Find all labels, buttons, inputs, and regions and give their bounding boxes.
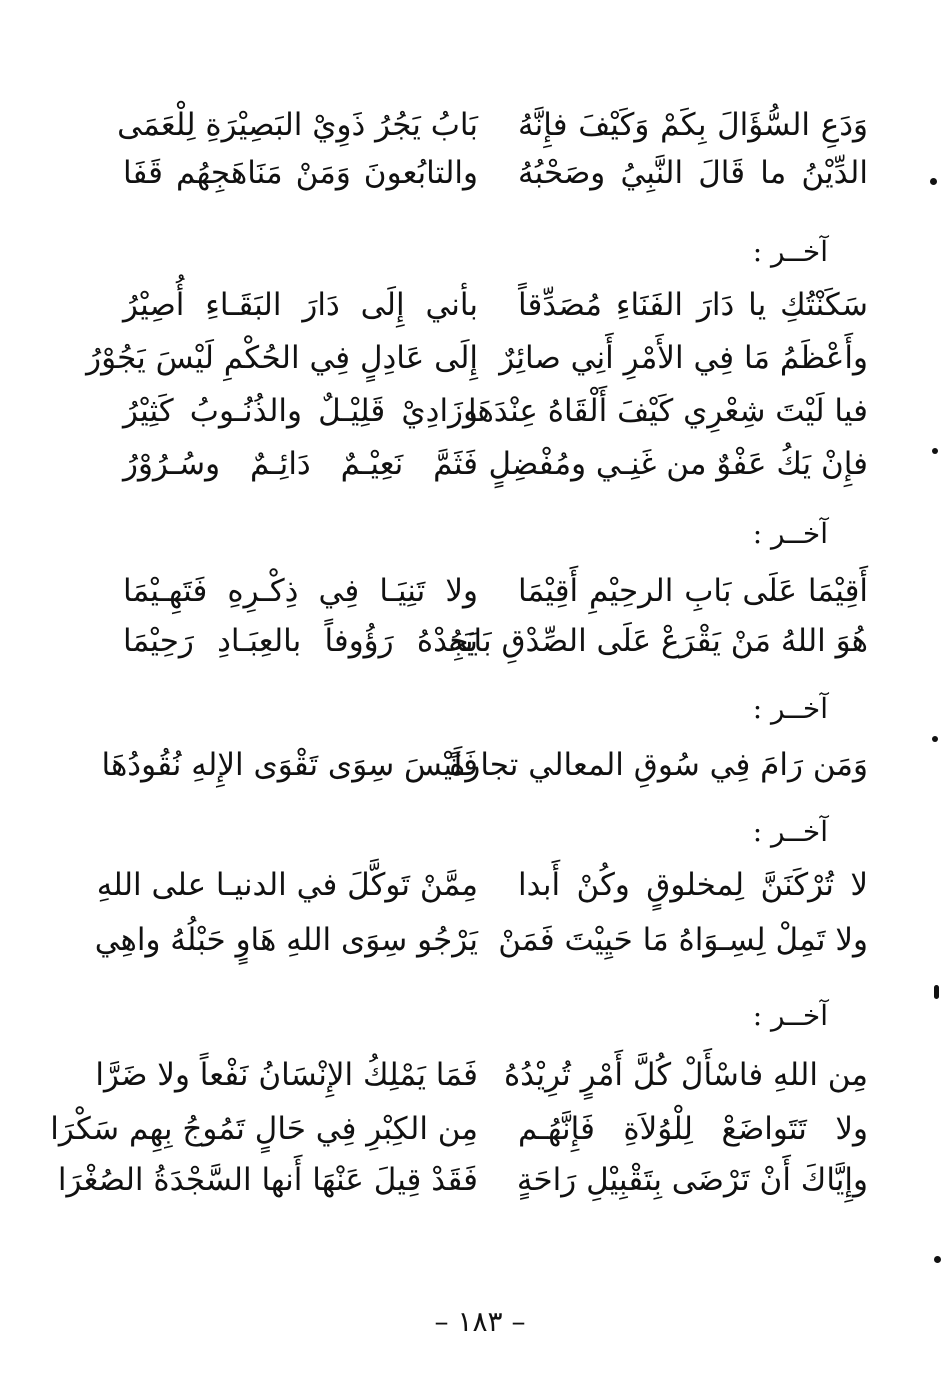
verse-hemistich-first: فيا لَيْتَ شِعْرِي كَيْفَ أَلْقَاهُ عِنْدَهَا [468,393,868,429]
verse-hemistich-second: يَرْجُو سِوَى اللهِ هَاوٍ حَبْلُهُ واهِي [94,922,478,958]
scan-speck [930,178,937,185]
verse-hemistich-second: فَمَا يَمْلِكُ الإِنْسَانُ نَفْعاً ولا ضَرَّا [95,1057,478,1093]
verse-hemistich-first: فإِنْ يَكُ عَفْوٌ من غَنِـي ومُفْضِلٍ [488,446,868,482]
verse-hemistich-second: فَلَيْسَ سِوَى تَقْوَى الإِلهِ نُقُودُهَا [101,747,478,783]
verse-hemistich-first: أَقِيْمَا عَلَى بَابِ الرحِيْمِ أَقِيْمَا [518,573,868,609]
verse-hemistich-second: بَابُ يَجُرُ ذَوِيْ البَصِيْرَةِ لِلْعَمَى [117,107,478,143]
section-header: آخــر : [752,517,828,550]
scan-speck [932,736,938,742]
section-header: آخــر : [752,235,828,268]
scan-speck [932,448,938,454]
verse-hemistich-second: وزَادِيْ قَلِيْـلٌ والذُنُـوبُ كَثِيْرُ [123,393,478,429]
verse-hemistich-first: ولا تَمِلْ لِسِـوَاهُ مَا حَيِيْتَ فَمَنْ [498,922,868,958]
section-header: آخــر : [752,692,828,725]
verse-hemistich-second: إِلَى عَادِلٍ فِي الحُكْمِ لَيْسَ يَجُوْرُ [86,340,478,376]
verse-hemistich-first: وإِيَّاكَ أَنْ تَرْضَى بِتَقْبِيْلِ رَاحَةٍ [516,1162,868,1198]
verse-hemistich-first: الدِّيْنُ ما قَالَ النَّبِيُ وصَحْبُهُ [518,155,868,191]
verse-hemistich-second: مِمَّنْ تَوكَّلَ في الدنيـا على اللهِ [96,867,478,903]
verse-hemistich-second: ولا تَنِيَـا فِي ذِكْـرِهِ فَتَهِـيْمَا [123,573,478,609]
section-header: آخــر : [752,815,828,848]
scan-speck [934,1256,941,1263]
verse-hemistich-second: مِن الكِبْرِ فِي حَالٍ تَمُوجُ بِهِم سَكْرَا [50,1111,478,1147]
verse-hemistich-first: لا تُرْكَنَنَّ لِمخلوقٍ وكُنْ أَبدا [518,867,868,903]
verse-hemistich-first: وأَعْظَمُ مَا فِي الأَمْرِ أَنِي صائِرٌ [499,340,868,376]
verse-hemistich-first: مِن اللهِ فاسْأَلْ كُلَّ أَمْرٍ تُرِيْدُهُ [503,1057,868,1093]
verse-hemistich-second: والتابُعونَ وَمَنْ مَنَاهَجِهُم قَفَا [123,155,478,191]
verse-hemistich-first: ولا تَتَواضَعْ لِلْوُلاَةِ فَإِنَّهُـم [518,1111,868,1147]
verse-hemistich-second: فَثَمَّ نَعِيْـمٌ دَائِـمٌ وسُـرُوْرُ [123,446,478,482]
scan-speck [934,985,939,999]
verse-hemistich-second: فَقَدْ قِيلَ عَنْهَا أَنها السَّجْدَةُ الصُغْرَا [57,1162,478,1198]
verse-hemistich-first: هُوَ اللهُ مَنْ يَقْرَعْ عَلَى الصِّدْقِ بَابَهُ [448,623,868,659]
verse-hemistich-first: وَدَعِ السُّؤَالَ بِكَمْ وَكَيْفَ فإِنَّهُ [518,107,868,143]
page-number: – ١٨٣ – [434,1305,526,1338]
section-header: آخــر : [752,999,828,1032]
verse-hemistich-second: بأني إِلَى دَارَ البَقَـاءِ أُصِيْرُ [123,287,478,323]
verse-hemistich-first: سَكَنْتُكِ يا دَارَ الفَنَاءِ مُصَدِّقاً [518,287,868,323]
verse-hemistich-first: وَمَن رَامَ فِي سُوقِ المعالي تجارةً [449,747,868,783]
verse-hemistich-second: يَجِدْهُ رَؤُوفاً بالعِبَـادِ رَحِيْمَا [123,623,478,659]
